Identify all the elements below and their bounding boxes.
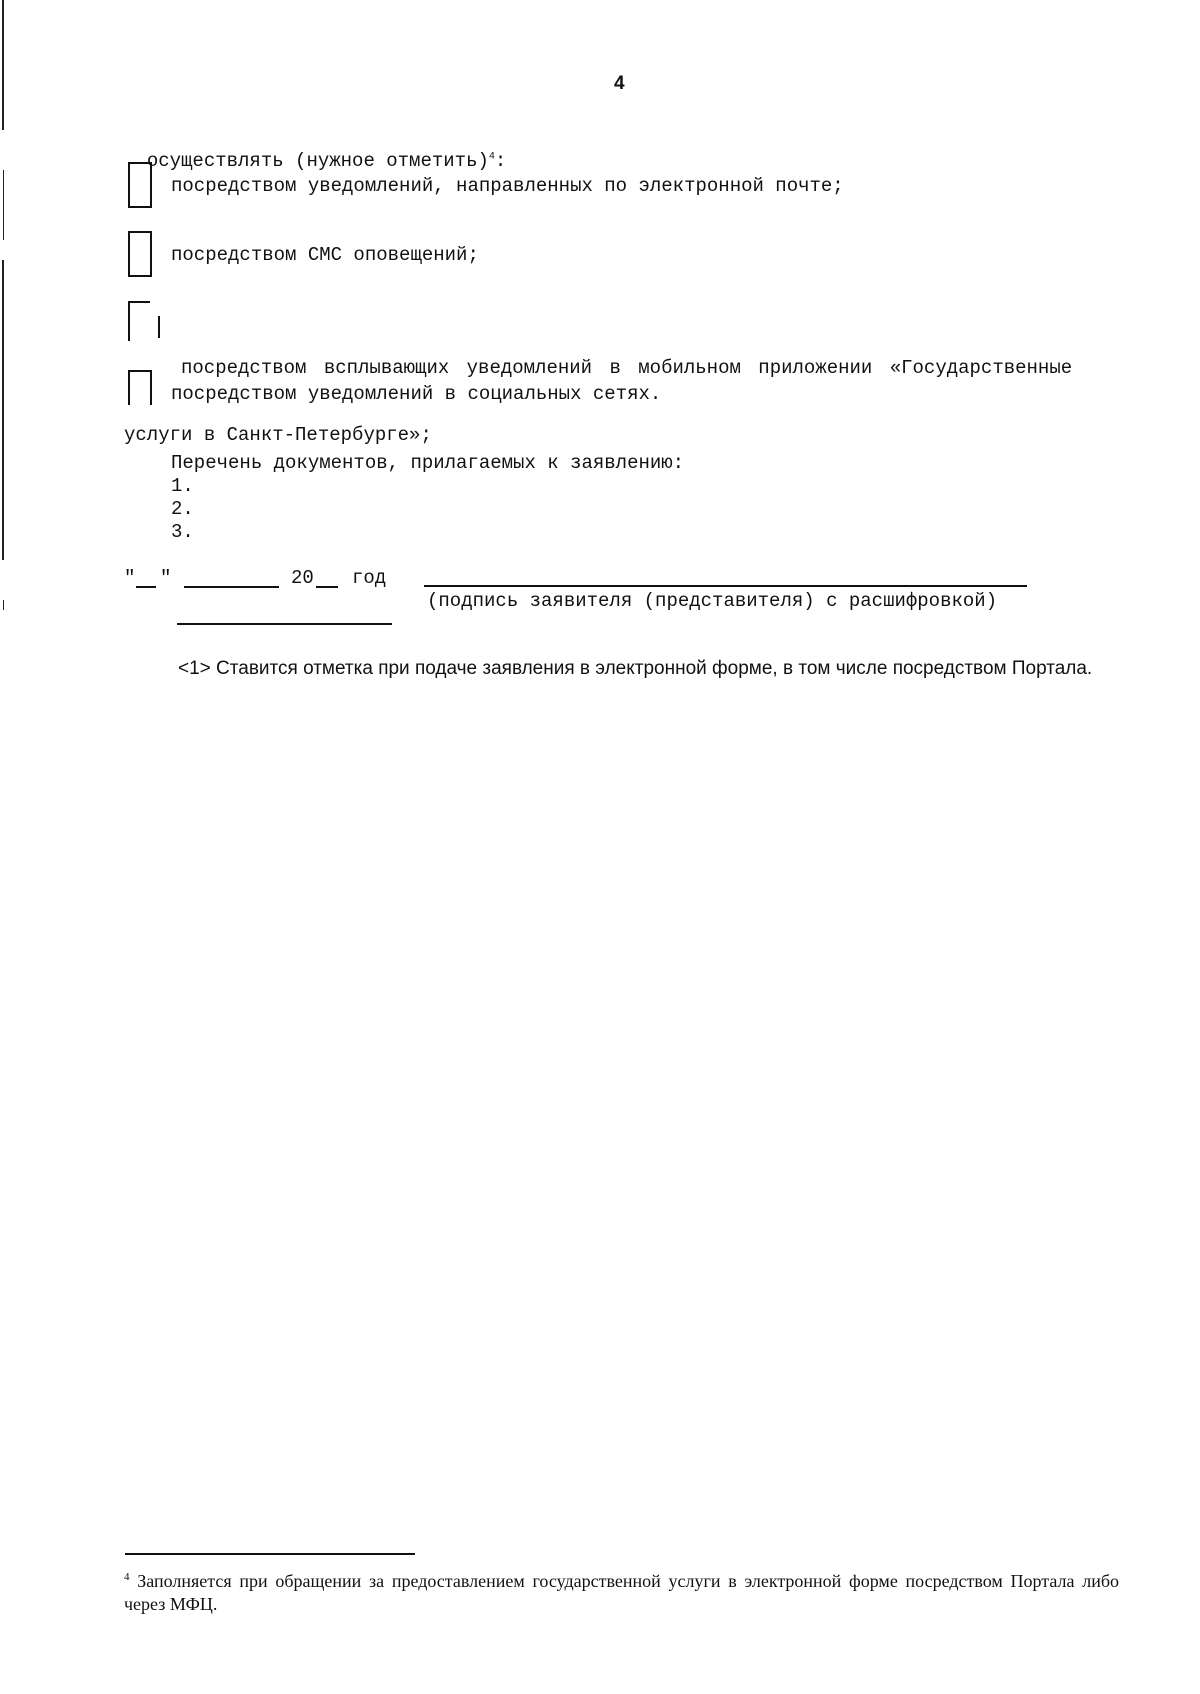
scan-artifact: [2, 0, 4, 130]
date-year-blank[interactable]: [316, 586, 338, 588]
intro-line: [124, 128, 506, 172]
option-sms-checkbox[interactable]: [128, 231, 152, 277]
note-1-text: <1> Ставится отметка при подаче заявления в электронной форме, в том числе посредством Портала.: [178, 658, 1093, 679]
page-number: 4: [614, 73, 625, 94]
documents-item-1: 1.: [171, 475, 194, 497]
date-month-blank[interactable]: [184, 586, 279, 588]
documents-item-3: 3.: [171, 521, 194, 543]
scan-artifact: [3, 170, 4, 240]
signature-line[interactable]: [424, 585, 1027, 587]
option-email-checkbox[interactable]: [128, 162, 152, 208]
footnote-reference: 4: [488, 151, 495, 163]
documents-heading: Перечень документов, прилагаемых к заявлению:: [171, 452, 685, 474]
option-email-label: посредством уведомлений, направленных по электронной почте;: [171, 175, 844, 197]
option-social-label: посредством уведомлений в социальных сетях.: [171, 383, 662, 405]
date-year-prefix: 20: [291, 567, 314, 589]
documents-item-2: 2.: [171, 498, 194, 520]
signature-caption: (подпись заявителя (представителя) с расшифровкой): [427, 590, 998, 612]
scan-artifact: [3, 600, 4, 610]
date-quote-open: ": [124, 567, 136, 589]
intro-text: осуществлять (нужное отметить): [146, 150, 489, 172]
option-social-checkbox[interactable]: [128, 370, 152, 405]
footnote-separator: [125, 1553, 415, 1555]
footnote-4: [124, 1566, 1119, 1616]
footnote-4-mark: 4: [124, 1571, 130, 1583]
date-year-word: год: [352, 567, 387, 589]
footnote-4-text: Заполняется при обращении за предоставлением государственной услуги в электронной форме посредством Портала либо через МФЦ.: [124, 1571, 1119, 1614]
date-day-blank[interactable]: [136, 586, 156, 588]
intro-colon: :: [494, 150, 507, 172]
scan-artifact: [2, 260, 4, 560]
separator-line: [177, 623, 392, 625]
option-push-label-line1: посредством всплывающих уведомлений в мобильном приложении «Государственные: [181, 357, 1073, 379]
option-sms-label: посредством СМС оповещений;: [171, 244, 479, 266]
option-push-label-line2: услуги в Санкт-Петербурге»;: [124, 424, 432, 446]
date-quote-close: ": [160, 567, 172, 589]
note-1: [124, 657, 1119, 680]
